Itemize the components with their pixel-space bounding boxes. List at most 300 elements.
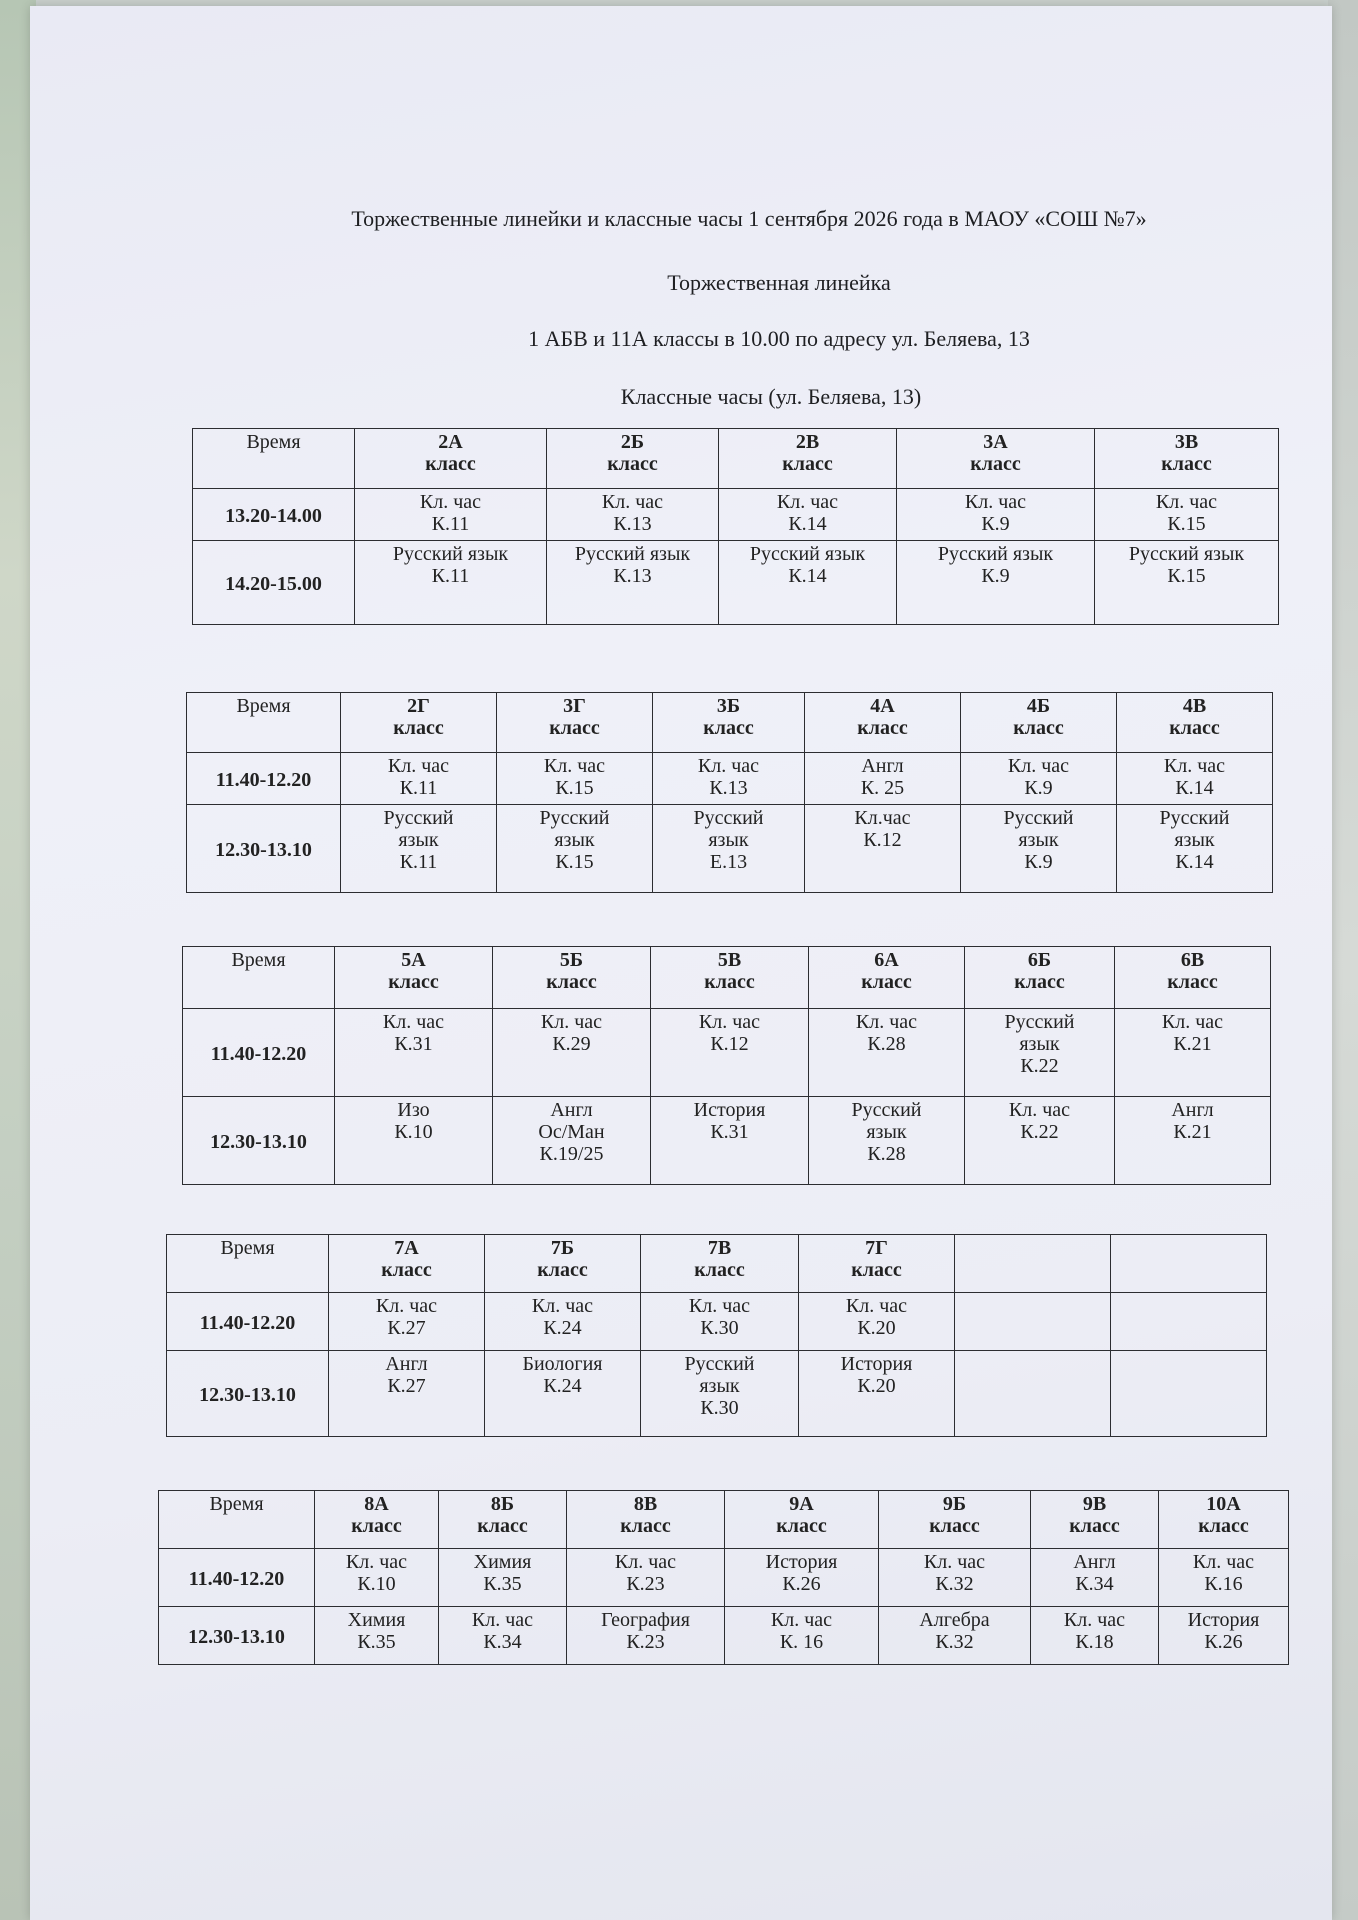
lesson-cell	[341, 753, 497, 805]
lesson-line: К.13	[709, 777, 748, 799]
lesson-line: К.14	[1175, 777, 1214, 799]
class-column-header	[547, 429, 719, 489]
lesson-line: К.10	[357, 1573, 396, 1595]
lesson-line: К.20	[857, 1375, 896, 1397]
class-name: 3Б	[716, 695, 741, 717]
class-word: класс	[425, 453, 476, 475]
lesson-cell	[961, 753, 1117, 805]
lesson-line: Кл. час	[543, 755, 606, 777]
lesson-cell	[719, 541, 897, 625]
class-column-header	[493, 947, 651, 1009]
lesson-line: Кл. час	[698, 1011, 761, 1033]
class-word: класс	[704, 971, 755, 993]
lesson-line: К.24	[543, 1375, 582, 1397]
time-slot: 12.30-13.10	[167, 1351, 329, 1437]
lesson-line: Кл. час	[1007, 755, 1070, 777]
lesson-line: Русский	[684, 1353, 755, 1375]
lesson-line: К.31	[394, 1033, 433, 1055]
class-name: 6А	[874, 949, 899, 971]
class-word: класс	[861, 971, 912, 993]
class-name: 2А	[438, 431, 463, 453]
table-row	[187, 805, 1273, 893]
class-column-header	[651, 947, 809, 1009]
lesson-line: Кл. час	[1008, 1099, 1071, 1121]
lesson-cell	[799, 1293, 955, 1351]
lesson-line: язык	[554, 829, 595, 851]
lesson-cell	[653, 753, 805, 805]
lesson-line: К.22	[1020, 1121, 1059, 1143]
lesson-cell	[965, 1097, 1115, 1185]
class-column-header	[897, 429, 1095, 489]
lesson-line: Кл. час	[387, 755, 450, 777]
table-row	[159, 1549, 1289, 1607]
class-column-header	[719, 429, 897, 489]
table-row	[183, 1009, 1271, 1097]
class-name: 5Б	[559, 949, 584, 971]
lesson-line: Англ	[1073, 1551, 1116, 1573]
table-header-row	[167, 1235, 1267, 1293]
class-word: класс	[351, 1515, 402, 1537]
lesson-line: Кл. час	[845, 1295, 908, 1317]
lesson-line: Русский	[383, 807, 454, 829]
class-column-header	[1031, 1491, 1159, 1549]
lesson-cell	[1111, 1293, 1267, 1351]
schedule-table-5	[158, 1490, 1289, 1665]
lesson-line: К.34	[1075, 1573, 1114, 1595]
class-word: класс	[1167, 971, 1218, 993]
lesson-line: Кл.час	[854, 807, 911, 829]
lesson-line: Кл. час	[964, 491, 1027, 513]
lesson-line: язык	[699, 1375, 740, 1397]
class-word: класс	[1013, 717, 1064, 739]
lesson-line: Русский	[1003, 807, 1074, 829]
lesson-cell	[485, 1293, 641, 1351]
lesson-line: История	[1187, 1609, 1260, 1631]
lesson-line: Кл. час	[1192, 1551, 1255, 1573]
class-name: 7В	[707, 1237, 732, 1259]
lesson-cell	[439, 1549, 567, 1607]
lesson-line: Кл. час	[1063, 1609, 1126, 1631]
class-word: класс	[381, 1259, 432, 1281]
lesson-line: К.14	[788, 565, 827, 587]
lesson-line: Кл. час	[697, 755, 760, 777]
lesson-line: Русский	[539, 807, 610, 829]
lesson-cell	[965, 1009, 1115, 1097]
time-column-header: Время	[193, 429, 355, 489]
lesson-cell	[1095, 541, 1279, 625]
class-column-header	[799, 1235, 955, 1293]
lesson-line: К.20	[857, 1317, 896, 1339]
lesson-line: К.14	[1175, 851, 1214, 873]
lesson-line: Кл. час	[923, 1551, 986, 1573]
class-column-header	[329, 1235, 485, 1293]
class-column-header	[805, 693, 961, 753]
lesson-line: Кл. час	[382, 1011, 445, 1033]
lesson-cell	[485, 1351, 641, 1437]
class-column-header	[641, 1235, 799, 1293]
class-word: класс	[546, 971, 597, 993]
lesson-cell	[955, 1293, 1111, 1351]
lesson-cell	[341, 805, 497, 893]
lesson-line: Е.13	[709, 851, 748, 873]
class-word: класс	[694, 1259, 745, 1281]
class-name: 2В	[795, 431, 820, 453]
time-slot: 11.40-12.20	[167, 1293, 329, 1351]
lesson-cell	[355, 541, 547, 625]
class-name: 7Б	[550, 1237, 575, 1259]
lesson-line: К.28	[867, 1033, 906, 1055]
lesson-line: К.15	[1167, 565, 1206, 587]
lesson-line: Кл. час	[419, 491, 482, 513]
lesson-cell	[1159, 1549, 1289, 1607]
lesson-line: К. 16	[779, 1631, 824, 1653]
lesson-cell	[879, 1549, 1031, 1607]
table-row	[187, 753, 1273, 805]
lesson-line: Англ	[861, 755, 904, 777]
class-word: класс	[537, 1259, 588, 1281]
lesson-line: язык	[1019, 1033, 1060, 1055]
time-slot: 11.40-12.20	[183, 1009, 335, 1097]
lesson-line: К.11	[399, 851, 438, 873]
lesson-line: К.12	[863, 829, 902, 851]
lesson-line: Ос/Ман	[538, 1121, 605, 1143]
class-name: 9Б	[942, 1493, 967, 1515]
lesson-line: К.16	[1204, 1573, 1243, 1595]
lesson-line: Кл. час	[1155, 491, 1218, 513]
class-column-header	[653, 693, 805, 753]
table-row	[159, 1607, 1289, 1665]
class-word: класс	[1069, 1515, 1120, 1537]
lesson-cell	[809, 1009, 965, 1097]
lesson-cell	[493, 1009, 651, 1097]
lesson-line: К.27	[387, 1317, 426, 1339]
class-column-header	[965, 947, 1115, 1009]
lesson-line: К.23	[626, 1573, 665, 1595]
table-row	[167, 1351, 1267, 1437]
lesson-line: К.35	[483, 1573, 522, 1595]
lesson-line: Кл. час	[688, 1295, 751, 1317]
time-slot: 13.20-14.00	[193, 489, 355, 541]
class-word: класс	[1169, 717, 1220, 739]
class-name: 9В	[1082, 1493, 1107, 1515]
class-name: 5В	[717, 949, 742, 971]
lesson-cell	[329, 1293, 485, 1351]
class-name: 6Б	[1027, 949, 1052, 971]
class-name: 3В	[1174, 431, 1199, 453]
lesson-line: Кл. час	[1161, 1011, 1224, 1033]
class-word: класс	[620, 1515, 671, 1537]
lesson-line: География	[601, 1609, 690, 1631]
lesson-line: язык	[1018, 829, 1059, 851]
lesson-line: К.22	[1020, 1055, 1059, 1077]
class-column-header	[1111, 1235, 1267, 1293]
lesson-line: Русский язык	[937, 543, 1054, 565]
class-word: класс	[1161, 453, 1212, 475]
lesson-line: Русский язык	[1128, 543, 1245, 565]
lesson-cell	[1115, 1009, 1271, 1097]
lesson-line: Химия	[473, 1551, 532, 1573]
lesson-line: К.21	[1173, 1121, 1212, 1143]
table-header-row	[183, 947, 1271, 1009]
class-column-header	[315, 1491, 439, 1549]
lesson-line: Кл. час	[614, 1551, 677, 1573]
lesson-line: История	[765, 1551, 838, 1573]
lesson-cell	[335, 1009, 493, 1097]
schedule-table-1	[192, 428, 1279, 625]
lesson-line: К.12	[710, 1033, 749, 1055]
class-column-header	[725, 1491, 879, 1549]
assembly-note: 1 АБВ и 11А классы в 10.00 по адресу ул. Беляева, 13	[528, 326, 1030, 351]
lesson-line: К.14	[788, 513, 827, 535]
class-name: 8А	[364, 1493, 389, 1515]
lesson-cell	[1115, 1097, 1271, 1185]
class-word: класс	[776, 1515, 827, 1537]
lesson-line: К.13	[613, 513, 652, 535]
time-slot: 12.30-13.10	[183, 1097, 335, 1185]
schedule-table-3	[182, 946, 1271, 1185]
lesson-line: Англ	[1171, 1099, 1214, 1121]
lesson-cell	[651, 1009, 809, 1097]
lesson-line: язык	[708, 829, 749, 851]
class-name: 4Б	[1026, 695, 1051, 717]
time-slot: 11.40-12.20	[187, 753, 341, 805]
time-column-header: Время	[159, 1491, 315, 1549]
class-name: 8В	[633, 1493, 658, 1515]
class-word: класс	[549, 717, 600, 739]
time-column-header: Время	[187, 693, 341, 753]
lesson-cell	[1117, 805, 1273, 893]
class-name: 2Г	[407, 695, 430, 717]
lesson-cell	[641, 1293, 799, 1351]
lesson-cell	[315, 1549, 439, 1607]
class-name: 4А	[870, 695, 895, 717]
class-word: класс	[857, 717, 908, 739]
class-column-header	[1117, 693, 1273, 753]
lesson-line: К.9	[1024, 777, 1053, 799]
lesson-line: Русский	[693, 807, 764, 829]
lesson-line: К.9	[1024, 851, 1053, 873]
class-word: класс	[607, 453, 658, 475]
class-name: 4В	[1182, 695, 1207, 717]
class-word: класс	[388, 971, 439, 993]
table-header-row	[187, 693, 1273, 753]
class-name: 7А	[394, 1237, 419, 1259]
table-header-row	[159, 1491, 1289, 1549]
lesson-line: Русский	[1004, 1011, 1075, 1033]
lesson-cell	[641, 1351, 799, 1437]
lesson-line: язык	[1174, 829, 1215, 851]
class-column-header	[485, 1235, 641, 1293]
lesson-line: Русский язык	[749, 543, 866, 565]
class-column-header	[341, 693, 497, 753]
lesson-cell	[329, 1351, 485, 1437]
lesson-line: К.9	[981, 513, 1010, 535]
lesson-line: Кл. час	[531, 1295, 594, 1317]
class-column-header	[879, 1491, 1031, 1549]
lesson-cell	[805, 805, 961, 893]
class-column-header	[1095, 429, 1279, 489]
document-title: Торжественные линейки и классные часы 1 сентября 2026 года в МАОУ «СОШ №7»	[351, 206, 1147, 231]
lesson-line: К.26	[782, 1573, 821, 1595]
class-column-header	[497, 693, 653, 753]
lesson-cell	[439, 1607, 567, 1665]
lesson-cell	[547, 489, 719, 541]
lesson-line: К.11	[399, 777, 438, 799]
table-row	[167, 1293, 1267, 1351]
lesson-line: К.11	[431, 513, 470, 535]
lesson-line: Кл. час	[345, 1551, 408, 1573]
class-name: 7Г	[865, 1237, 888, 1259]
schedule-table-4	[166, 1234, 1267, 1437]
class-word: класс	[703, 717, 754, 739]
lesson-line: Кл. час	[601, 491, 664, 513]
time-slot: 11.40-12.20	[159, 1549, 315, 1607]
lesson-line: К.35	[357, 1631, 396, 1653]
class-column-header	[961, 693, 1117, 753]
class-column-header	[1159, 1491, 1289, 1549]
lesson-line: К.32	[935, 1631, 974, 1653]
lesson-cell	[1117, 753, 1273, 805]
lesson-line: История	[693, 1099, 766, 1121]
class-column-header	[809, 947, 965, 1009]
class-name: 3Г	[563, 695, 586, 717]
lesson-cell	[315, 1607, 439, 1665]
lesson-line: язык	[398, 829, 439, 851]
class-name: 8Б	[490, 1493, 515, 1515]
lesson-cell	[1031, 1549, 1159, 1607]
lesson-line: К.18	[1075, 1631, 1114, 1653]
lesson-line: Русский язык	[574, 543, 691, 565]
lesson-cell	[567, 1549, 725, 1607]
lesson-line: Алгебра	[919, 1609, 990, 1631]
class-column-header	[955, 1235, 1111, 1293]
schedule-table-2	[186, 692, 1273, 893]
lesson-line: Русский язык	[392, 543, 509, 565]
lesson-line: История	[840, 1353, 913, 1375]
lesson-line: К.28	[867, 1143, 906, 1165]
lesson-cell	[497, 805, 653, 893]
lesson-line: К.26	[1204, 1631, 1243, 1653]
lesson-line: К.30	[700, 1317, 739, 1339]
class-word: класс	[1014, 971, 1065, 993]
lesson-line: К.29	[552, 1033, 591, 1055]
lesson-cell	[653, 805, 805, 893]
class-column-header	[355, 429, 547, 489]
lesson-cell	[335, 1097, 493, 1185]
lesson-cell	[725, 1607, 879, 1665]
lesson-line: Кл. час	[375, 1295, 438, 1317]
lesson-cell	[1095, 489, 1279, 541]
class-word: класс	[851, 1259, 902, 1281]
lesson-line: К. 25	[860, 777, 905, 799]
class-name: 6В	[1180, 949, 1205, 971]
lesson-line: К.30	[700, 1397, 739, 1419]
time-slot: 12.30-13.10	[187, 805, 341, 893]
lesson-line: Кл. час	[471, 1609, 534, 1631]
lesson-cell	[799, 1351, 955, 1437]
lesson-cell	[567, 1607, 725, 1665]
lesson-cell	[497, 753, 653, 805]
lesson-cell	[809, 1097, 965, 1185]
table-row	[183, 1097, 1271, 1185]
document-subtitle: Торжественная линейка	[667, 270, 891, 295]
lesson-line: язык	[866, 1121, 907, 1143]
lesson-line: К.19/25	[539, 1143, 604, 1165]
lesson-cell	[879, 1607, 1031, 1665]
lesson-line: Химия	[347, 1609, 406, 1631]
class-name: 3А	[983, 431, 1008, 453]
table-row	[193, 541, 1279, 625]
lesson-cell	[547, 541, 719, 625]
lesson-line: Изо	[397, 1099, 430, 1121]
class-hours-title: Классные часы (ул. Беляева, 13)	[620, 384, 922, 409]
lesson-cell	[955, 1351, 1111, 1437]
lesson-cell	[1031, 1607, 1159, 1665]
lesson-line: К.9	[981, 565, 1010, 587]
lesson-line: Англ	[550, 1099, 593, 1121]
time-slot: 14.20-15.00	[193, 541, 355, 625]
lesson-line: К.27	[387, 1375, 426, 1397]
lesson-line: Кл. час	[855, 1011, 918, 1033]
lesson-line: К.21	[1173, 1033, 1212, 1055]
class-word: класс	[477, 1515, 528, 1537]
lesson-line: К.15	[1167, 513, 1206, 535]
class-column-header	[335, 947, 493, 1009]
lesson-cell	[897, 489, 1095, 541]
class-word: класс	[929, 1515, 980, 1537]
class-column-header	[439, 1491, 567, 1549]
class-column-header	[567, 1491, 725, 1549]
lesson-cell	[961, 805, 1117, 893]
class-word: класс	[393, 717, 444, 739]
lesson-line: Англ	[385, 1353, 428, 1375]
lesson-cell	[1159, 1607, 1289, 1665]
class-name: 10А	[1206, 1493, 1241, 1515]
class-name: 9А	[789, 1493, 814, 1515]
time-column-header: Время	[167, 1235, 329, 1293]
class-word: класс	[970, 453, 1021, 475]
table-header-row	[193, 429, 1279, 489]
lesson-line: К.32	[935, 1573, 974, 1595]
lesson-line: К.23	[626, 1631, 665, 1653]
lesson-line: Русский	[1159, 807, 1230, 829]
table-row	[193, 489, 1279, 541]
class-word: класс	[782, 453, 833, 475]
lesson-cell	[897, 541, 1095, 625]
lesson-cell	[719, 489, 897, 541]
lesson-line: К.13	[613, 565, 652, 587]
lesson-cell	[651, 1097, 809, 1185]
lesson-cell	[805, 753, 961, 805]
lesson-line: К.34	[483, 1631, 522, 1653]
lesson-cell	[725, 1549, 879, 1607]
class-column-header	[1115, 947, 1271, 1009]
lesson-cell	[493, 1097, 651, 1185]
class-word: класс	[1198, 1515, 1249, 1537]
lesson-line: Биология	[522, 1353, 603, 1375]
lesson-line: Кл. час	[540, 1011, 603, 1033]
lesson-line: Русский	[851, 1099, 922, 1121]
time-column-header: Время	[183, 947, 335, 1009]
lesson-line: К.10	[394, 1121, 433, 1143]
lesson-cell	[1111, 1351, 1267, 1437]
time-slot: 12.30-13.10	[159, 1607, 315, 1665]
lesson-line: К.31	[710, 1121, 749, 1143]
lesson-line: Кл. час	[776, 491, 839, 513]
class-name: 5А	[401, 949, 426, 971]
lesson-line: Кл. час	[770, 1609, 833, 1631]
lesson-line: К.15	[555, 777, 594, 799]
